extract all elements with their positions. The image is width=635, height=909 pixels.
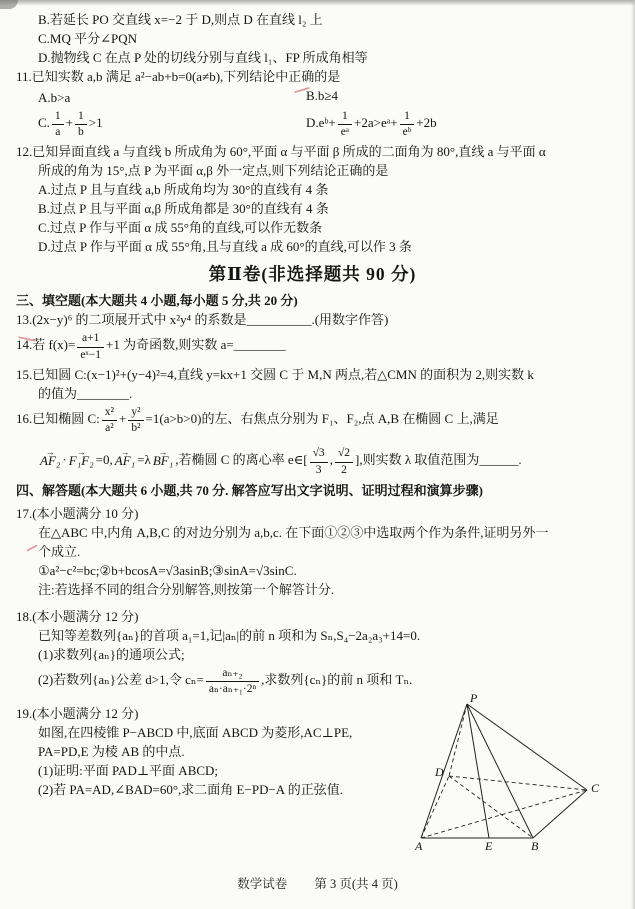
- figure-edge-pe: [467, 704, 489, 838]
- vertex-label-b: B: [531, 839, 539, 853]
- text-run: 的值为________.: [38, 385, 133, 401]
- vector: AF₁ →: [115, 451, 135, 470]
- footer-page-number: 第 3 页(共 4 页): [314, 877, 398, 891]
- text-run: +: [65, 114, 74, 130]
- text-run: 所成的角为 15°,点 P 为平面 α,β 外一定点,则下列结论正确的是: [38, 163, 389, 179]
- question-19-part-2: [16, 780, 426, 799]
- section-3-heading: [16, 291, 609, 310]
- fraction-denominator: b²: [131, 422, 141, 435]
- figure-edge-pd-dashed: [449, 704, 467, 776]
- text-run: 14.若 f(x)=: [16, 337, 76, 353]
- fraction-denominator: b: [78, 125, 84, 138]
- vertex-label-a: A: [415, 839, 423, 853]
- text-run: 个成立.: [38, 543, 81, 559]
- fraction: [75, 110, 87, 139]
- fraction: [206, 667, 259, 696]
- fraction-numerator: 1: [400, 110, 415, 125]
- question-11-option-b: [306, 88, 338, 103]
- figure-edge-bc: [533, 790, 587, 838]
- fraction-denominator: a²: [105, 422, 114, 435]
- fraction-numerator: x²: [102, 406, 117, 421]
- fraction: [310, 447, 328, 476]
- text-run: 第Ⅱ卷(非选择题共 90 分): [208, 264, 417, 285]
- question-11-options-row-1: [16, 86, 609, 107]
- section-4-heading: [16, 481, 609, 500]
- question-15-line-1: [16, 365, 609, 384]
- question-12-option-b: [16, 199, 609, 218]
- fraction-denominator: a: [55, 125, 61, 138]
- vertex-label-p: P: [470, 692, 478, 706]
- question-12-option-d: [16, 237, 609, 256]
- text-run: +1 为奇函数,则实数 a=________: [106, 337, 286, 353]
- text-run: C.: [38, 114, 50, 130]
- vertex-label-d: D: [435, 765, 444, 780]
- figure-edge-ad-dashed: [421, 776, 449, 838]
- text-run: 13.(2x−y)⁶ 的二项展开式中 x²y⁴ 的系数是__________.(用数字作答): [16, 312, 389, 328]
- fraction: [77, 332, 104, 361]
- fraction-denominator: 3: [315, 463, 322, 476]
- fraction: [335, 447, 353, 476]
- question-16-line-1: [16, 406, 609, 435]
- fraction-numerator: √3: [310, 447, 328, 462]
- question-11-option-d: [306, 110, 437, 139]
- text-run: ·: [62, 452, 67, 468]
- fraction-denominator: eᵇ: [402, 126, 412, 139]
- text-run: 19.(本小题满分 12 分): [16, 706, 139, 722]
- figure-edge-dc-dashed: [449, 776, 587, 790]
- vector: BF₁ →: [153, 451, 173, 470]
- text-run: ],则实数 λ 取值范围为______.: [355, 452, 522, 468]
- carryover-option-d: [16, 48, 609, 67]
- text-run: PA=PD,E 为棱 AB 的中点.: [38, 744, 185, 760]
- question-18-part-1: [16, 645, 609, 664]
- fraction: [102, 406, 117, 435]
- question-14: [16, 332, 609, 361]
- vector: AF₂ →: [40, 451, 60, 470]
- figure-diagonal-db-dashed: [449, 776, 533, 838]
- question-19-line-1: [16, 723, 426, 742]
- text-run: ①a²−c²=bc;②b+bcosA=√3asinB;③sinA=√3sinC.: [38, 562, 297, 578]
- text-run: B.过点 P 且与平面 α,β 所成角都是 30°的直线有 4 条: [38, 201, 329, 217]
- text-run: 11.已知实数 a,b 满足 a²−ab+b=0(a≠b),下列结论中正确的是: [16, 69, 341, 84]
- question-17-line-2: [16, 542, 609, 561]
- figure-edge-pb: [467, 704, 533, 838]
- text-run: =λ: [137, 452, 151, 468]
- fraction-denominator: eˣ−1: [80, 348, 101, 361]
- question-17-heading: [16, 504, 609, 523]
- text-run: =1(a>b>0)的左、右焦点分别为 F₁、F₂,点 A,B 在椭圆 C 上,满足: [145, 411, 499, 427]
- vertex-label-c: C: [591, 781, 600, 796]
- text-run: 在△ABC 中,内角 A,B,C 的对边分别为 a,b,c. 在下面①②③中选取两个作为条件,证明另外一: [38, 524, 549, 540]
- footer-doc-title: 数学试卷: [237, 877, 288, 891]
- question-19-line-2: [16, 742, 426, 761]
- question-15-line-2: [16, 384, 609, 403]
- fraction-denominator: aₙ·aₙ₊₁·2ⁿ: [208, 683, 257, 696]
- question-12-option-c: [16, 218, 609, 237]
- question-19-part-1: [16, 761, 426, 780]
- text-run: ,求数列{cₙ}的前 n 项和 Tₙ.: [261, 671, 413, 687]
- question-11-option-a: [38, 88, 306, 107]
- part-2-title: [16, 265, 609, 284]
- text-run: 15.已知圆 C:(x−1)²+(y−4)²=4,直线 y=kx+1 交圆 C 于 M,N 两点,若△CMN 的面积为 2,则实数 k: [16, 366, 534, 382]
- figure-edge-pa: [421, 704, 467, 838]
- text-run: (2)若 PA=AD,∠BAD=60°,求二面角 E−PD−A 的正弦值.: [38, 782, 343, 798]
- question-11-options-row-2: [16, 110, 609, 140]
- fraction-denominator: eᵃ: [340, 126, 350, 139]
- text-run: A.b>a: [38, 89, 71, 105]
- fraction: [400, 110, 415, 139]
- question-17-conditions: [16, 561, 609, 580]
- text-run: 如图,在四棱锥 P−ABCD 中,底面 ABCD 为菱形,AC⊥PE,: [38, 725, 353, 741]
- fraction-numerator: y²: [128, 406, 143, 421]
- text-run: 18.(本小题满分 12 分): [16, 608, 139, 624]
- figure-diagonal-ac-dashed: [421, 790, 587, 838]
- fraction: [128, 406, 143, 435]
- text-run: +2b: [416, 115, 437, 131]
- question-11-option-c: [38, 110, 306, 139]
- fraction-numerator: a+1: [77, 332, 104, 347]
- text-run: =0,: [95, 452, 113, 468]
- vector: F₁F₂ →: [69, 451, 94, 470]
- text-run: 三、填空题(本大题共 4 小题,每小题 5 分,共 20 分): [16, 293, 298, 309]
- scan-edge-right: [631, 0, 635, 909]
- fraction-numerator: 1: [75, 110, 87, 125]
- text-run: (1)求数列{aₙ}的通项公式;: [38, 646, 185, 662]
- text-run: 16.已知椭圆 C:: [16, 411, 100, 427]
- pyramid-figure: [413, 692, 601, 852]
- question-16-line-2: [16, 438, 609, 476]
- text-run: 12.已知异面直线 a 与直线 b 所成角为 60°,平面 α 与平面 β 所成的二面角为 80°,直线 a 与平面 α: [16, 144, 546, 160]
- text-run: 注:若选择不同的组合分别解答,则按第一个解答计分.: [38, 581, 335, 597]
- fraction-numerator: 1: [52, 110, 64, 125]
- text-run: D.抛物线 C 在点 P 处的切线分别与直线 l₁、FP 所成角相等: [38, 50, 368, 65]
- fraction: [338, 110, 352, 139]
- text-run: D.过点 P 作与平面 α 成 55°角,且与直线 a 成 60°的直线,可以作 3 条: [38, 239, 412, 255]
- text-run: ,若椭圆 C 的离心率 e∈[: [175, 452, 308, 468]
- text-run: +: [119, 411, 127, 427]
- fraction-numerator: aₙ₊₂: [206, 667, 259, 682]
- text-run: C.过点 P 作与平面 α 成 55°角的直线,可以作无数条: [38, 220, 323, 236]
- scan-edge-top: [0, 0, 635, 6]
- text-run: (1)证明:平面 PAD⊥平面 ABCD;: [38, 763, 219, 779]
- text-run: A.过点 P 且与直线 a,b 所成角均为 30°的直线有 4 条: [38, 182, 329, 198]
- question-12-stem-line-2: [16, 161, 609, 180]
- text-run: >1: [88, 114, 103, 130]
- fraction-numerator: 1: [338, 110, 352, 125]
- question-17-note: [16, 580, 609, 599]
- fraction-numerator: √2: [335, 447, 353, 462]
- text-run: 17.(本小题满分 10 分): [16, 505, 139, 521]
- question-12-stem-line-1: [16, 142, 609, 161]
- fraction: [52, 110, 64, 139]
- fraction-denominator: 2: [341, 463, 347, 476]
- text-run: D.eᵇ+: [306, 115, 336, 131]
- text-run: 已知等差数列{aₙ}的首项 a₁=1,记|aₙ|的前 n 项和为 Sₙ,S₄−2a₂a₃+14=0.: [38, 627, 421, 643]
- text-run: +2a>eᵃ+: [354, 115, 398, 131]
- text-run: C.MQ 平分∠PQN: [38, 31, 138, 46]
- carryover-option-c: [16, 29, 609, 48]
- question-17-line-1: [16, 523, 609, 542]
- text-run: B.若延长 PO 交直线 x=−2 于 D,则点 D 在直线 l₂ 上: [38, 12, 323, 27]
- figure-edge-pc: [467, 704, 587, 790]
- vertex-label-e: E: [485, 839, 493, 853]
- question-12-option-a: [16, 180, 609, 199]
- question-11-stem: [16, 67, 609, 86]
- text-run: B.b≥4: [306, 88, 339, 103]
- question-19: [16, 692, 609, 856]
- text-run: ,: [329, 452, 333, 468]
- text-run: (2)若数列{aₙ}公差 d>1,令 cₙ=: [38, 671, 204, 687]
- question-18-line-1: [16, 626, 609, 645]
- page-footer: [0, 874, 635, 892]
- question-18-heading: [16, 607, 609, 626]
- text-run: 四、解答题(本大题共 6 小题,共 70 分. 解答应写出文字说明、证明过程和演算步骤): [16, 482, 483, 498]
- question-13: [16, 310, 609, 329]
- carryover-option-b: [16, 10, 609, 29]
